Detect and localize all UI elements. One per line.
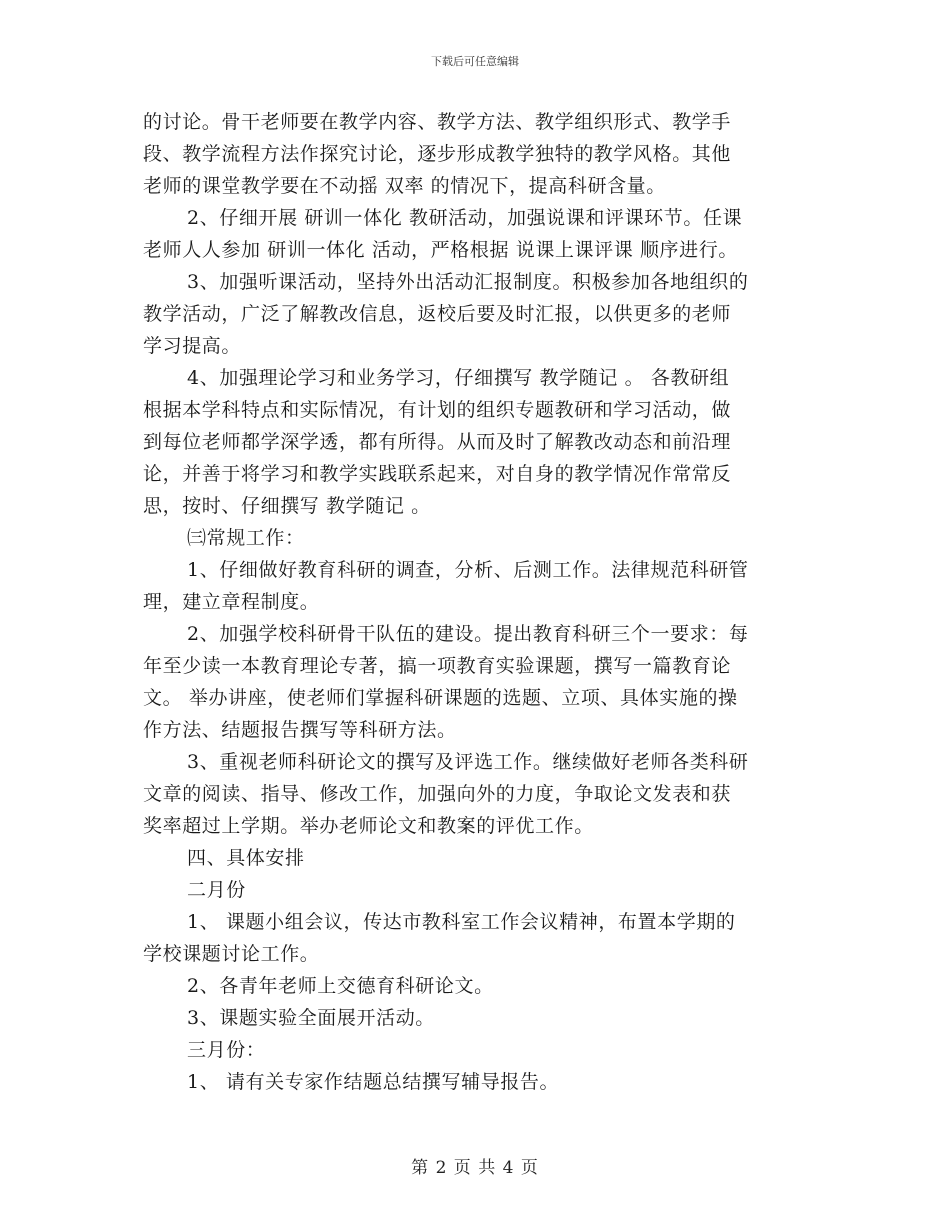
text-line: 年至少读一本教育理论专著，搞一项教育实验课题，撰写一篇教育论: [143, 655, 732, 677]
text-line: 2、各青年老师上交德育科研论文。: [187, 975, 494, 997]
text-line: 三月份：: [187, 1039, 266, 1061]
text-line: 文章的阅读、指导、修改工作，加强向外的力度，争取论文发表和获: [143, 783, 732, 805]
page-number-footer: 第 2 页 共 4 页: [411, 1158, 539, 1178]
text-line: 3、课题实验全面展开活动。: [187, 1007, 435, 1029]
text-line: 学习提高。: [143, 335, 242, 357]
text-line: 的讨论。骨干老师要在教学内容、教学方法、教学组织形式、教学手: [143, 111, 732, 133]
text-line: 1、 课题小组会议，传达市教科室工作会议精神，布置本学期的: [187, 911, 736, 933]
text-line: 3、重视老师科研论文的撰写及评选工作。继续做好老师各类科研: [187, 751, 749, 773]
text-line: 文。 举办讲座，使老师们掌握科研课题的选题、立项、具体实施的操: [143, 687, 738, 709]
text-line: 到每位老师都学深学透，都有所得。从而及时了解教改动态和前沿理: [143, 431, 732, 453]
text-line: 根据本学科特点和实际情况，有计划的组织专题教研和学习活动，做: [143, 399, 732, 421]
text-line: 1、仔细做好教育科研的调查，分析、后测工作。法律规范科研管: [187, 559, 749, 581]
text-line: 老师人人参加 研训一体化 活动，严格根据 说课上课评课 顺序进行。: [143, 239, 738, 261]
text-line: 老师的课堂教学要在不动摇 双率 的情况下，提高科研含量。: [143, 175, 666, 197]
text-line: 3、加强听课活动，坚持外出活动汇报制度。积极参加各地组织的: [187, 271, 749, 293]
document-body: [143, 106, 811, 1098]
text-line: ㈢常规工作：: [187, 527, 305, 549]
text-line: 论，并善于将学习和教学实践联系起来，对自身的教学情况作常常反: [143, 463, 732, 485]
text-line: 理，建立章程制度。: [143, 591, 320, 613]
text-line: 2、仔细开展 研训一体化 教研活动，加强说课和评课环节。任课: [187, 207, 743, 229]
text-line: 教学活动，广泛了解教改信息，返校后要及时汇报，以供更多的老师: [143, 303, 732, 325]
text-line: 思，按时、仔细撰写 教学随记 。: [143, 495, 431, 517]
text-line: 2、加强学校科研骨干队伍的建设。提出教育科研三个一要求：每: [187, 623, 749, 645]
text-line: 4、加强理论学习和业务学习，仔细撰写 教学随记 。 各教研组: [187, 367, 730, 389]
text-line: 作方法、结题报告撰写等科研方法。: [143, 719, 457, 741]
text-line: 奖率超过上学期。举办老师论文和教案的评优工作。: [143, 815, 594, 837]
text-line: 二月份: [187, 879, 246, 901]
text-line: 学校课题讨论工作。: [143, 943, 320, 965]
text-line: 四、具体安排: [187, 847, 305, 869]
page-header-note: 下载后可任意编辑: [431, 55, 519, 68]
text-line: 1、 请有关专家作结题总结撰写辅导报告。: [187, 1071, 560, 1093]
text-line: 段、教学流程方法作探究讨论，逐步形成教学独特的教学风格。其他: [143, 143, 732, 165]
